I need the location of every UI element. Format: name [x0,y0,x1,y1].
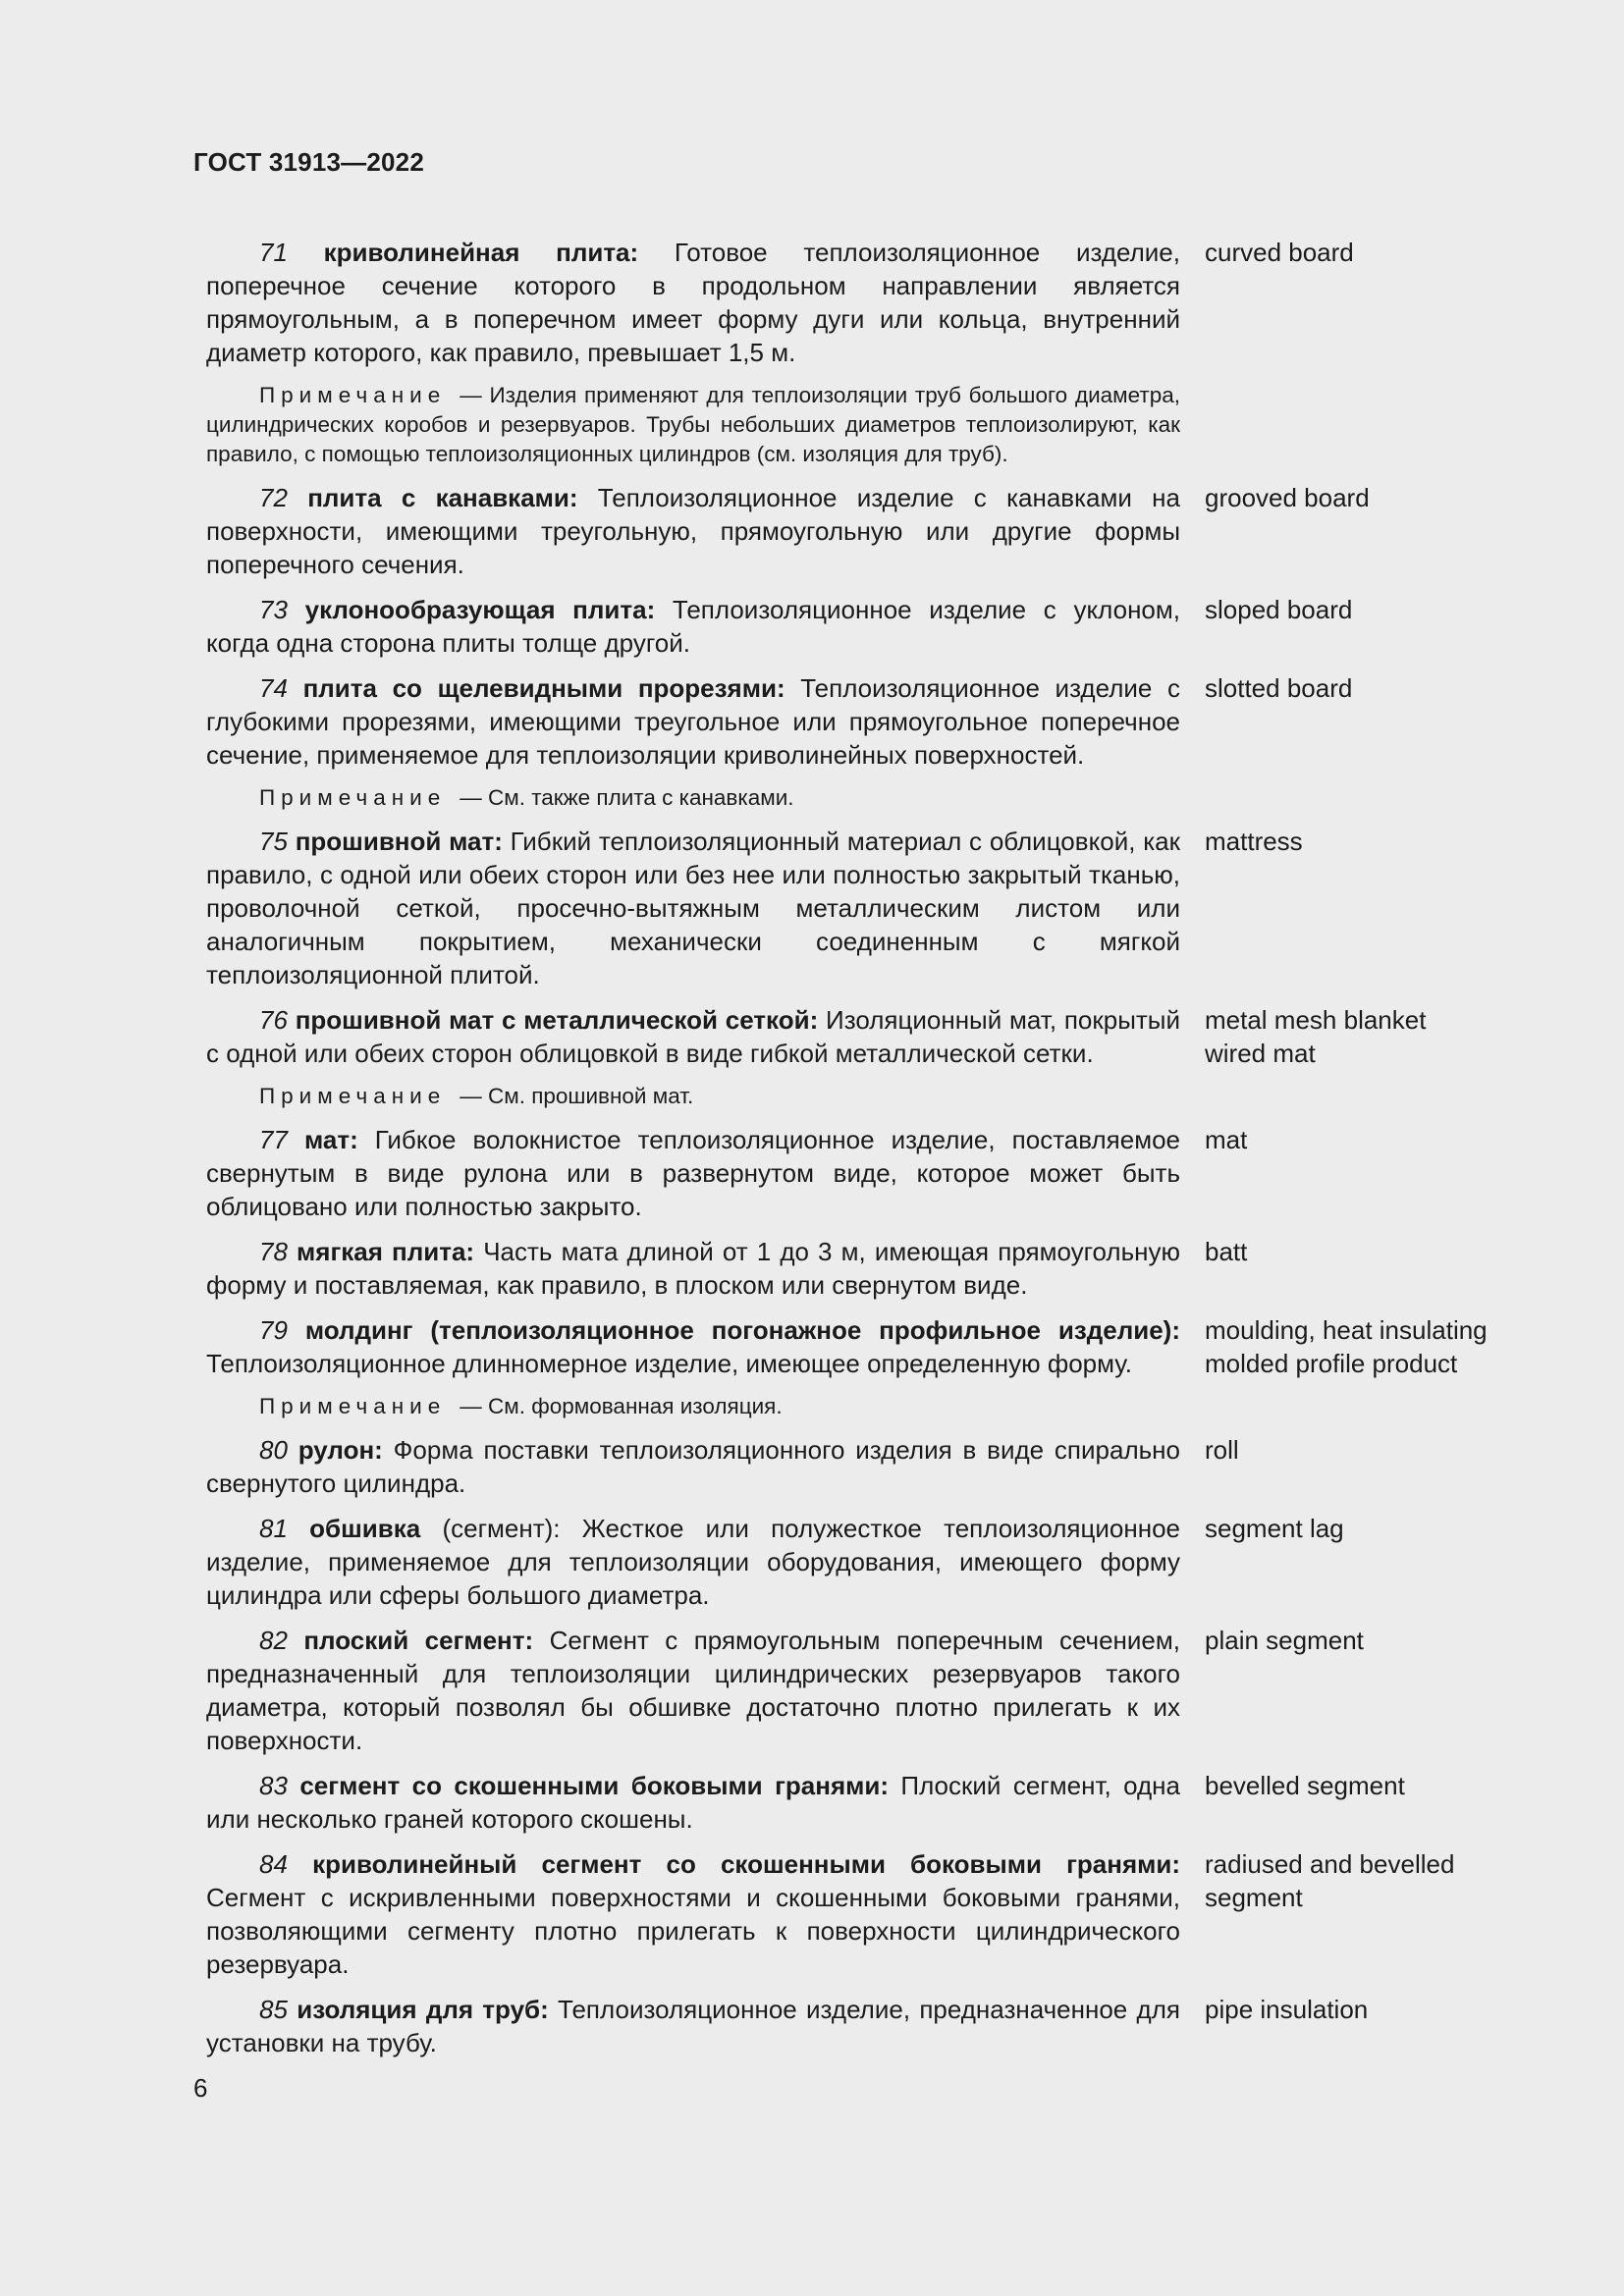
term-text: Теплоизоляционное изделие с уклоном, когда одна сторона плиты толще другой. [206,595,1180,658]
term-note [206,381,1180,469]
note-label: Примечание [259,1084,447,1108]
english-equivalent [1205,1769,1499,1836]
page-number: 6 [193,2073,208,2103]
english-equivalent [1205,1993,1499,2059]
term-text: Гибкое волокнистое теплоизоляционное изделие, поставляемое свернутым в виде рулона или в развернутом виде, которое может быть облицовано или полностью закрыто. [206,1125,1180,1221]
english-equivalent [1205,481,1499,581]
term-text: Форма поставки теплоизоляционного изделия в виде спирально свернутого цилиндра. [206,1435,1180,1498]
term-name: сегмент со скошенными боковыми гранями: [299,1771,889,1800]
document-id: ГОСТ 31913—2022 [193,147,424,177]
term-entry [206,1433,1502,1500]
term-note [206,783,1180,813]
term-name: молдинг (теплоизоляционное погонажное профильное изделие): [304,1315,1180,1345]
term-text: Часть мата длиной от 1 до 3 м, имеющая прямоугольную форму и поставляемая, как правило, в плоском или свернутом виде. [206,1237,1180,1300]
term-number: 79 [259,1315,288,1345]
term-entry [206,481,1502,581]
note-text: — Изделия применяют для теплоизоляции труб большого диаметра, цилиндрических коробов и резервуаров. Трубы небольших диаметров теплоизолируют, как правило, с помощью теплоизоляционных цилиндров (см. изоляция для труб). [206,383,1180,466]
term-entry [206,1235,1502,1302]
english-equivalent [1205,671,1499,772]
term-text: Гибкий теплоизоляционный материал с облицовкой, как правило, с одной или обеих сторон или без нее или полностью закрытый тканью, проволочной сеткой, просечно-вытяжным металлическим листом или аналогичным покрытием, механически соединенным с мягкой теплоизоляционной плитой. [206,827,1180,989]
term-definition [206,236,1180,369]
term-text: Теплоизоляционное изделие с глубокими прорезями, имеющими треугольное или прямоугольное поперечное сечение, применяемое для теплоизоляции криволинейных поверхностей. [206,673,1180,770]
term-entry [206,1847,1502,1981]
english-term: sloped board [1205,595,1353,624]
english-equivalent [1205,825,1499,991]
term-text: Теплоизоляционное изделие, предназначенное для установки на трубу. [206,1995,1180,2057]
term-number: 80 [259,1435,288,1465]
english-equivalent [1205,1003,1499,1070]
term-number: 75 [259,827,288,856]
term-definition [206,1847,1180,1981]
term-definition [206,1512,1180,1612]
term-number: 74 [259,673,288,703]
term-note [206,1392,1180,1421]
term-number: 72 [259,483,288,512]
note-label: Примечание [259,785,447,810]
term-note [206,1082,1180,1111]
english-term: batt [1205,1237,1248,1266]
term-definition [206,671,1180,772]
term-name: плита с канавками: [307,483,578,512]
term-definition [206,1993,1180,2059]
english-term: curved board [1205,238,1354,267]
english-equivalent [1205,1313,1499,1380]
english-term: moulding, heat insulating [1205,1315,1488,1345]
english-term: radiused and bevelled segment [1205,1849,1455,1912]
term-number: 73 [259,595,288,624]
term-definition [206,1624,1180,1757]
terms-list [206,236,1502,2071]
english-term: pipe insulation [1205,1995,1369,2024]
term-text: Готовое теплоизоляционное изделие, поперечное сечение которого в продольном направлении является прямоугольным, а в поперечном имеет форму дуги или кольца, внутренний диаметр которого, как правило, превышает 1,5 м. [206,238,1180,367]
term-name: рулон: [298,1435,383,1465]
term-entry [206,236,1502,369]
note-label: Примечание [259,383,447,407]
term-number: 82 [259,1626,288,1655]
term-definition [206,825,1180,991]
term-definition [206,1123,1180,1223]
term-definition [206,593,1180,660]
term-definition [206,1769,1180,1836]
term-definition [206,1235,1180,1302]
term-entry [206,825,1502,991]
note-text: — См. прошивной мат. [460,1084,694,1108]
term-name: мат: [303,1125,358,1154]
term-number: 78 [259,1237,288,1266]
english-term: bevelled segment [1205,1771,1405,1800]
term-name: изоляция для труб: [297,1995,549,2024]
term-name: прошивной мат: [295,827,503,856]
note-label: Примечание [259,1394,447,1418]
term-name: обшивка [309,1514,421,1543]
term-number: 84 [259,1849,288,1879]
term-name: плоский сегмент: [303,1626,534,1655]
term-entry [206,1769,1502,1836]
term-text: Теплоизоляционное изделие с канавками на поверхности, имеющими треугольную, прямоугольную или другие формы поперечного сечения. [206,483,1180,579]
term-name: уклонообразующая плита: [304,595,656,624]
english-term: slotted board [1205,673,1353,703]
english-term: wired mat [1205,1039,1316,1068]
english-equivalent [1205,593,1499,660]
term-text: Теплоизоляционное длинномерное изделие, имеющее определенную форму. [206,1349,1132,1378]
term-entry [206,1624,1502,1757]
term-entry [206,593,1502,660]
term-number: 71 [259,238,288,267]
term-definition [206,481,1180,581]
english-equivalent [1205,1433,1499,1500]
term-entry [206,1003,1502,1070]
term-text: Плоский сегмент, одна или несколько граней которого скошены. [206,1771,1181,1834]
term-text: Изоляционный мат, покрытый с одной или обеих сторон облицовкой в виде гибкой металлической сетки. [206,1005,1180,1068]
note-text: — См. также плита с канавками. [460,785,794,810]
term-number: 77 [259,1125,288,1154]
term-entry [206,1123,1502,1223]
term-name: плита со щелевидными прорезями: [302,673,785,703]
english-term: segment lag [1205,1514,1344,1543]
english-term: molded profile product [1205,1349,1458,1378]
english-term: grooved board [1205,483,1370,512]
english-term: plain segment [1205,1626,1364,1655]
english-equivalent [1205,1624,1499,1757]
english-term: mattress [1205,827,1303,856]
term-name: прошивной мат с металлической сеткой: [295,1005,819,1035]
term-number: 81 [259,1514,288,1543]
term-text: Сегмент с прямоугольным поперечным сечением, предназначенный для теплоизоляции цилиндрических резервуаров такого диаметра, который позволял бы обшивке достаточно плотно прилегать к их поверхности. [206,1626,1180,1755]
term-definition [206,1003,1180,1070]
term-entry [206,1512,1502,1612]
term-definition [206,1313,1180,1380]
english-equivalent [1205,1235,1499,1302]
english-term: roll [1205,1435,1239,1465]
term-number: 83 [259,1771,288,1800]
english-equivalent [1205,1512,1499,1612]
term-name: криволинейная плита: [323,238,639,267]
term-name: криволинейный сегмент со скошенными боковыми гранями: [312,1849,1181,1879]
term-definition [206,1433,1180,1500]
note-text: — См. формованная изоляция. [460,1394,783,1418]
term-text: (сегмент): Жесткое или полужесткое теплоизоляционное изделие, применяемое для теплоизоляции оборудования, имеющего форму цилиндра или сферы большого диаметра. [206,1514,1180,1610]
term-number: 85 [259,1995,288,2024]
english-equivalent [1205,236,1499,369]
english-equivalent [1205,1123,1499,1223]
term-name: мягкая плита: [297,1237,475,1266]
term-entry [206,1313,1502,1380]
english-equivalent [1205,1847,1499,1981]
term-number: 76 [259,1005,288,1035]
english-term: metal mesh blanket [1205,1005,1427,1035]
term-entry [206,1993,1502,2059]
english-term: mat [1205,1125,1248,1154]
term-text: Сегмент с искривленными поверхностями и скошенными боковыми гранями, позволяющими сегменту плотно прилегать к поверхности цилиндрического резервуара. [206,1883,1180,1979]
term-entry [206,671,1502,772]
